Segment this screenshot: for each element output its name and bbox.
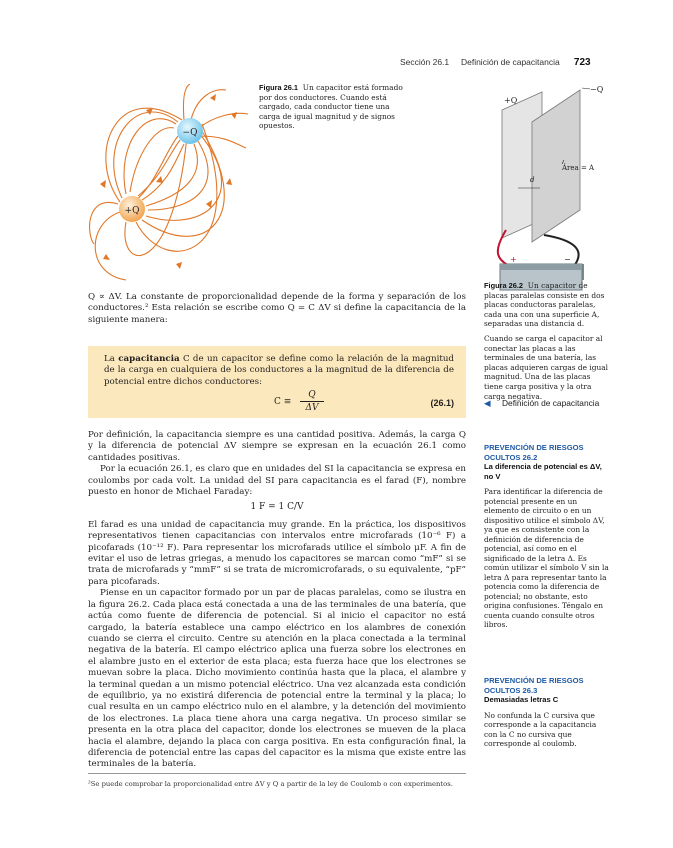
field-line <box>183 84 190 120</box>
equation-denominator: ΔV <box>305 403 319 413</box>
definition-rest: C de un capacitor se define como la relación de la magnitud de la carga en cualquiera de los conductores a la magnitud de la diferencia de potencial entre dichos conductores: <box>104 354 454 387</box>
definition-term: capacitancia <box>118 354 180 364</box>
farad-equation: 1 F = 1 C/V <box>250 502 304 513</box>
footnote: ²Se puede comprobar la proporcionalidad entre ΔV y Q a partir de la ley de Coulomb o con experimentos. <box>88 780 453 788</box>
pitfall-subheading: La diferencia de potencial es ΔV, no V <box>484 462 602 481</box>
figure-26-2-caption-2 <box>484 334 610 401</box>
pitfall-heading: PREVENCIÓN DE RIESGOS OCULTOS 26.2 <box>484 443 584 462</box>
paragraph-4: Piense en un capacitor formado por un par de placas paralelas, como se ilustra en la figura 26.2. Cada placa está conectada a una de las terminales de una batería, que actúa como fuente de diferencia de potencial. Si al inicio el capacitor no está cargado, la batería establece una campo eléctrico en los alambres de conexión cuando se cierra el circuito. Centre su atención en la placa conectada a la terminal negativa de la batería. El campo eléctrico aplica una fuerza sobre los electrones en el alambre justo en el exterior de esta placa; esta fuerza hace que los electrones se muevan sobre la placa. Dicho movimiento continúa hasta que la placa, el alambre y la terminal quedan a un mismo potencial eléctrico. Una vez alcanzada esta condición de equilibrio, ya no existirá diferencia de potencial entre la terminal y la placa; lo cual resulta en un campo eléctrico nulo en el alambre, y la detención del movimiento de los electrones. La placa tiene ahora una carga negativa. Un proceso similar se presenta en la otra placa del capacitor, donde los electrones se mueven de la placa hacia el alambre, dejando la placa con carga positiva. En esta configuración final, la diferencia de potencial entre las capas del capacitor es la misma que existe entre las terminales de la batería. <box>88 588 466 770</box>
field-arrow <box>210 94 216 101</box>
field-line <box>95 212 126 280</box>
negative-charge-label: −Q <box>182 128 198 138</box>
caption-text-1: Un capacitor de placas paralelas consiste en dos placas conductoras paralelas, cada una con una superficie A, separadas una distancia d. <box>484 281 605 329</box>
field-arrow <box>231 112 237 119</box>
battery-minus: − <box>564 255 571 264</box>
field-line <box>114 112 178 198</box>
pitfall-text: Para identificar la diferencia de potencial presente en un elemento de circuito o en un dispositivo utilice el símbolo ΔV, ya que es consistente con la definición de diferencia de potencial, así como en el significado de la letra Δ. Es común utilizar el símbolo V sin la letra Δ para representar tanto la potencia como la diferencia de potencial; no obstante, esto origina confusiones. Téngalo en cuenta cuando consulte otros libros. <box>484 487 609 629</box>
equation-numerator: Q <box>308 390 316 400</box>
figure-26-2-caption <box>484 281 610 329</box>
field-arrow <box>103 254 110 260</box>
intro-paragraph: Q ∝ ΔV. La constante de proporcionalidad depende de la forma y separación de los conductores.² Esta relación se escribe como Q = C ΔV si define la capacitancia de la siguiente manera: <box>88 292 466 325</box>
minus-q-label: −Q <box>590 85 604 94</box>
page-number: 723 <box>573 57 591 68</box>
figure-26-1-field-lines <box>86 84 251 282</box>
definition-box <box>88 346 466 418</box>
paragraph-3: El farad es una unidad de capacitancia muy grande. En la práctica, los dispositivos representativos tienen capacitancias con intervalos entre microfarads (10⁻⁶ F) a picofarads (10⁻¹² F). Para representar los microfarads utilice el símbolo μF. A fin de evitar el uso de letras griegas, a menudo los capacitores se marcan como “mF” si se trata de microfarads y “mmF” si se trata de micromicrofarads, o su equivalente, “pF” para picofarads. <box>88 519 466 587</box>
distance-label: d <box>530 176 535 184</box>
figure-26-1-caption <box>259 83 404 131</box>
equation-number: (26.1) <box>430 398 454 408</box>
caption-text: Un capacitor está formado por dos conductores. Cuando está cargado, cada conductor tiene una carga de igual magnitud y de signos opuestos. <box>259 83 403 131</box>
battery-plus: + <box>510 255 517 264</box>
pitfall-26-2 <box>484 443 610 630</box>
margin-note <box>484 398 604 409</box>
field-arrow <box>176 262 182 269</box>
pitfall-subheading: Demasiadas letras C <box>484 695 559 704</box>
main-text <box>88 430 466 771</box>
figure-label: Figura 26.2 <box>484 281 524 290</box>
caption-text-2: Cuando se carga el capacitor al conectar las placas a las terminales de una batería, las placas adquieren cargas de igual magnitud. Una de las placas tiene carga positiva y la otra carga negativa. <box>484 334 609 401</box>
area-label: Área = A <box>562 164 595 172</box>
equation-lhs: C ≡ <box>274 397 292 407</box>
pitfall-text: No confunda la C cursiva que corresponde a la capacitancia con la C no cursiva que corresponde al coulomb. <box>484 710 597 748</box>
definition-text <box>104 354 454 388</box>
header-section: Sección 26.1 <box>400 57 450 67</box>
header-section-title: Definición de capacitancia <box>460 57 560 67</box>
running-header <box>400 57 591 68</box>
pitfall-heading: PREVENCIÓN DE RIESGOS OCULTOS 26.3 <box>484 676 584 695</box>
figure-26-2-capacitor <box>484 80 614 280</box>
field-arrow <box>206 200 212 208</box>
margin-note-text: Definición de capacitancia <box>502 398 600 408</box>
figure-label: Figura 26.1 <box>259 83 299 92</box>
margin-arrow-icon: ◀ <box>484 398 491 408</box>
field-line <box>190 90 226 124</box>
paragraph-2: Por la ecuación 26.1, es claro que en unidades del SI la capacitancia se expresa en coulombs por cada volt. La unidad del SI para capacitancia es el farad (F), nombre puesto en honor de Michael Faraday: <box>88 464 466 498</box>
positive-charge-label: +Q <box>124 206 140 216</box>
plus-q-label: +Q <box>504 96 518 105</box>
field-arrow <box>226 178 232 185</box>
pitfall-26-3 <box>484 676 610 749</box>
definition-lead: La <box>104 354 119 364</box>
field-arrow <box>156 176 163 183</box>
field-line <box>148 138 208 210</box>
field-arrow <box>100 180 106 188</box>
paragraph-1: Por definición, la capacitancia siempre es una cantidad positiva. Además, la carga Q y la diferencia de potencial ΔV siempre se expresan en la ecuación 26.1 como cantidades positivas. <box>88 430 466 463</box>
